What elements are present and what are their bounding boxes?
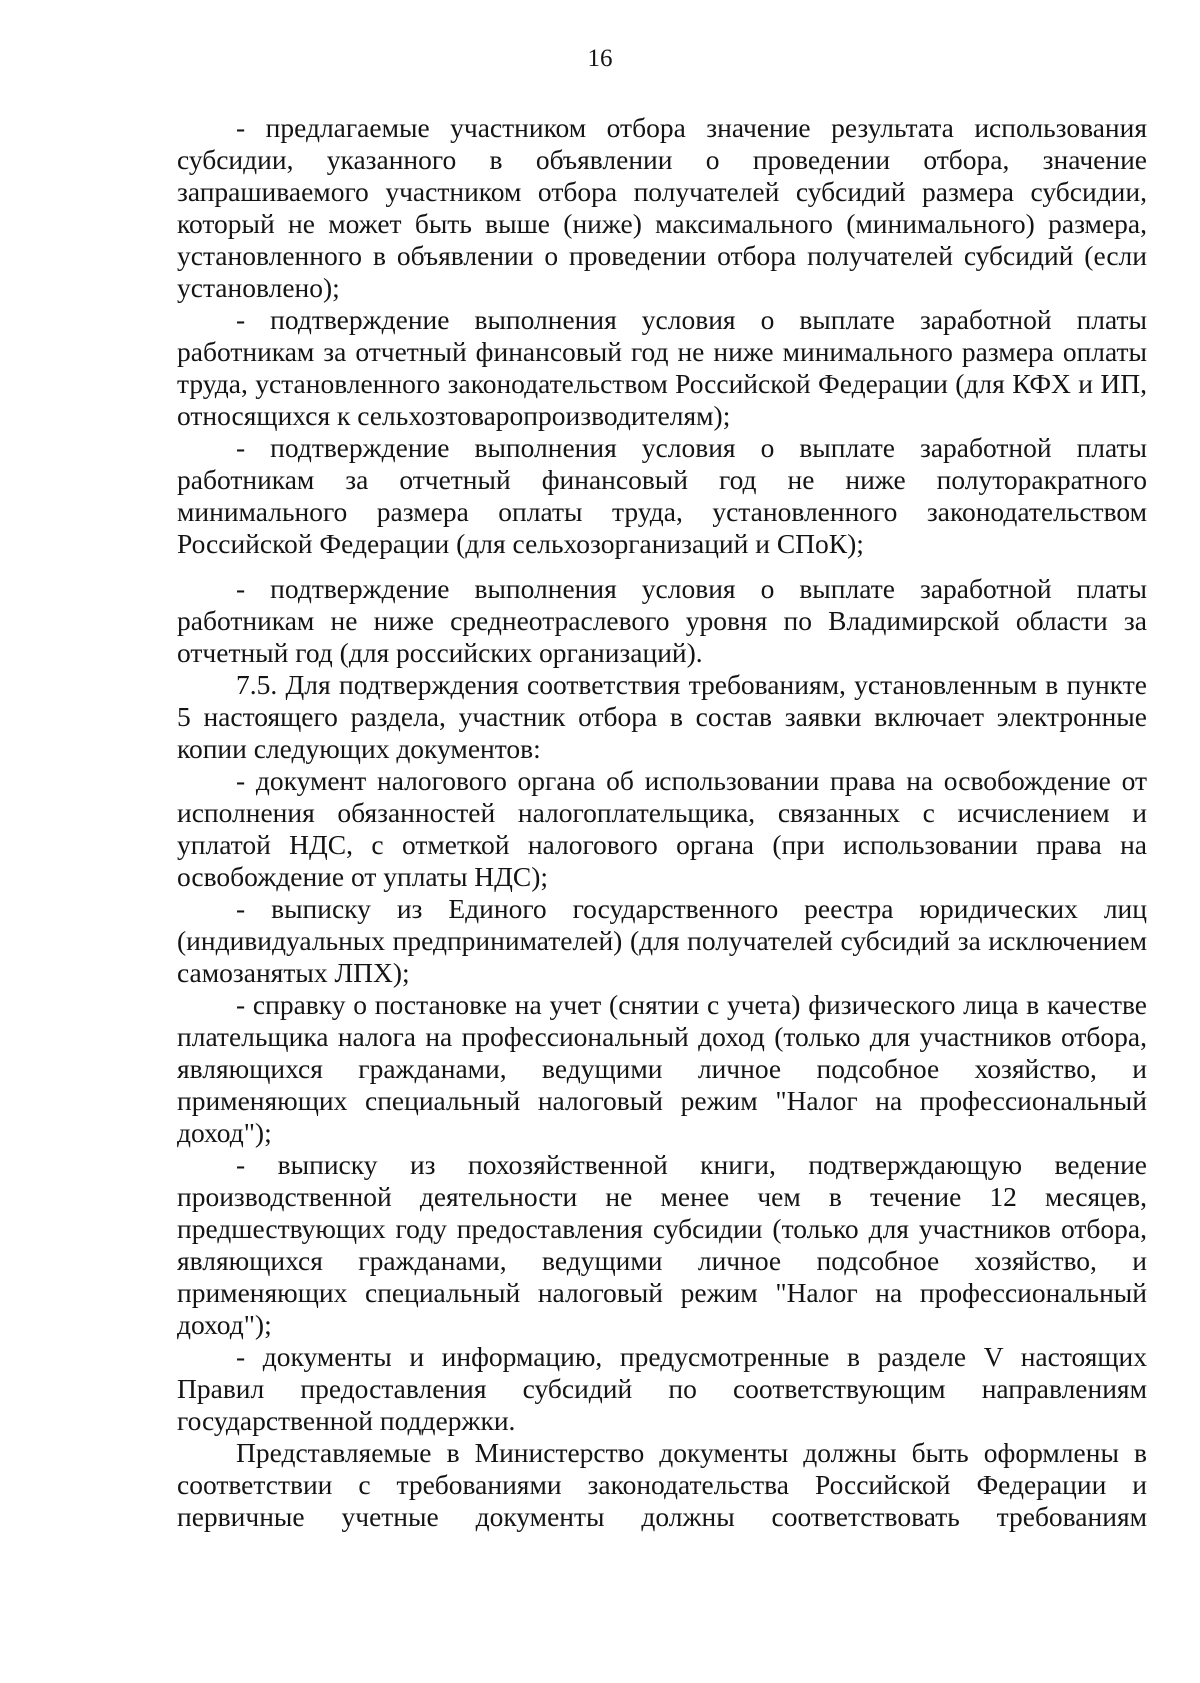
page-number: 16 [587,45,613,72]
paragraph-section-7-5: 7.5. Для подтверждения соответствия требованиям, установленным в пункте 5 настоящего раздела, участник отбора в состав заявки включает электронные копии следующих документов: [177,669,1147,764]
paragraph-tax-exemption-document: - документ налогового органа об использовании права на освобождение от исполнения обязанностей налогоплательщика, связанных с исчислением и уплатой НДС, с отметкой налогового органа (при использовании права на освобождение от уплаты НДС); [177,765,1147,892]
paragraph-min-wage-kfh: - подтверждение выполнения условия о выплате заработной платы работникам за отчетный финансовый год не ниже минимального размера оплаты труда, установленного законодательством Российской Федерации (для КФХ и ИП, относящихся к сельхозтоваропроизводителям); [177,304,1147,431]
paragraph-self-employed-certificate: - справку о постановке на учет (снятии с учета) физического лица в качестве плательщика налога на профессиональный доход (только для участников отбора, являющихся гражданами, ведущими личное подсобное хозяйство, и применяющих специальный налоговый режим "Налог на профессиональный доход"); [177,989,1147,1148]
document-body [177,112,1147,1533]
paragraph-egrul-extract: - выписку из Единого государственного реестра юридических лиц (индивидуальных предпринимателей) (для получателей субсидий за исключением самозанятых ЛПХ); [177,893,1147,988]
paragraph-section-v-documents: - документы и информацию, предусмотренные в разделе V настоящих Правил предоставления субсидий по соответствующим направлениям государственной поддержки. [177,1341,1147,1436]
paragraph-min-wage-agro: - подтверждение выполнения условия о выплате заработной платы работникам за отчетный финансовый год не ниже полуторакратного минимального размера оплаты труда, установленного законодательством Российской Федерации (для сельхозорганизаций и СПоК); [177,432,1147,559]
paragraph-avg-wage-regional: - подтверждение выполнения условия о выплате заработной платы работникам не ниже среднеотраслевого уровня по Владимирской области за отчетный год (для российских организаций). [177,573,1147,668]
paragraph-ministry-documents: Представляемые в Министерство документы должны быть оформлены в соответствии с требованиями законодательства Российской Федерации и первичные учетные документы должны соответствовать требованиям [177,1437,1147,1532]
paragraph-household-book-extract: - выписку из похозяйственной книги, подтверждающую ведение производственной деятельности не менее чем в течение 12 месяцев, предшествующих году предоставления субсидии (только для участников отбора, являющихся гражданами, ведущими личное подсобное хозяйство, и применяющих специальный налоговый режим "Налог на профессиональный доход"); [177,1149,1147,1340]
paragraph-result-value: - предлагаемые участником отбора значение результата использования субсидии, указанного в объявлении о проведении отбора, значение запрашиваемого участником отбора получателей субсидий размера субсидии, который не может быть выше (ниже) максимального (минимального) размера, установленного в объявлении о проведении отбора получателей субсидий (если установлено); [177,112,1147,303]
